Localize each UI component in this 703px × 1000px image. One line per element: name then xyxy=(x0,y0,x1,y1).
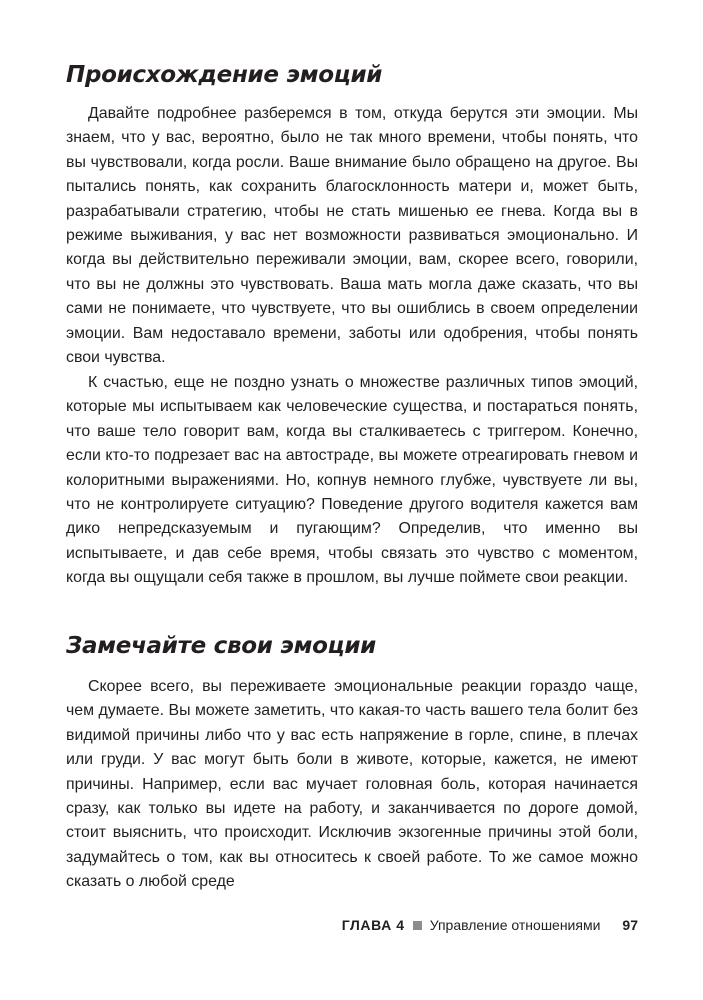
section-heading-notice-emotions: Замечайте свои эмоции xyxy=(66,633,376,659)
paragraph-origin-2: К счастью, еще не поздно узнать о множестве различных типов эмоций, которые мы испытываем как человеческие существа, и постараться понять, что ваше тело говорит вам, когда вы сталкиваетесь с триггером. Конечно, если кто-то подрезает вас на автостраде, вы можете отреагировать гневом и колоритными выражениями. Но, копнув немного глубже, чувствуете ли вы, что не контролируете ситуацию? Поведение другого водителя кажется вам дико непредсказуемым и пугающим? Определив, что именно вы испытываете, и дав себе время, чтобы связать это чувство с моментом, когда вы ощущали себя также в прошлом, вы лучше поймете свои реакции. xyxy=(66,374,638,587)
page-number: 97 xyxy=(622,917,638,933)
running-footer xyxy=(342,917,638,933)
paragraph-notice-1: Скорее всего, вы переживаете эмоциональные реакции гораздо чаще, чем думаете. Вы можете заметить, что какая-то часть вашего тела болит без видимой причины либо что у вас есть напряжение в горле, спине, в плечах или груди. У вас могут быть боли в животе, которые, кажется, не имеют причины. Например, если вас мучает головная боль, которая начинается сразу, как только вы идете на работу, и заканчивается по дороге домой, стоит выяснить, что происходит. Исключив экзогенные причины этой боли, задумайтесь о том, как вы относитесь к своей работе. То же самое можно сказать о любой среде xyxy=(66,678,638,891)
paragraph-origin-1: Давайте подробнее разберемся в том, откуда берутся эти эмоции. Мы знаем, что у вас, вероятно, было не так много времени, чтобы понять, что вы чувствовали, когда росли. Ваше внимание было обращено на другое. Вы пытались понять, как сохранить благосклонность матери и, может быть, разрабатывали стратегию, чтобы не стать мишенью ее гнева. Когда вы в режиме выживания, у вас нет возможности развиваться эмоционально. И когда вы действительно переживали эмоции, вам, скорее всего, говорили, что вы не должны это чувствовать. Ваша мать могла даже сказать, что вы сами не понимаете, что чувствуете, что вы ошиблись в своем определении эмоции. Вам недоставало времени, заботы или одобрения, чтобы понять свои чувства. xyxy=(66,105,638,367)
square-separator-icon xyxy=(413,921,422,930)
footer-chapter-title: Управление отношениями xyxy=(429,917,601,933)
book-page xyxy=(66,0,638,1000)
footer-chapter: ГЛАВА 4 xyxy=(341,917,405,933)
section-heading-origin-of-emotions: Происхождение эмоций xyxy=(66,62,383,88)
